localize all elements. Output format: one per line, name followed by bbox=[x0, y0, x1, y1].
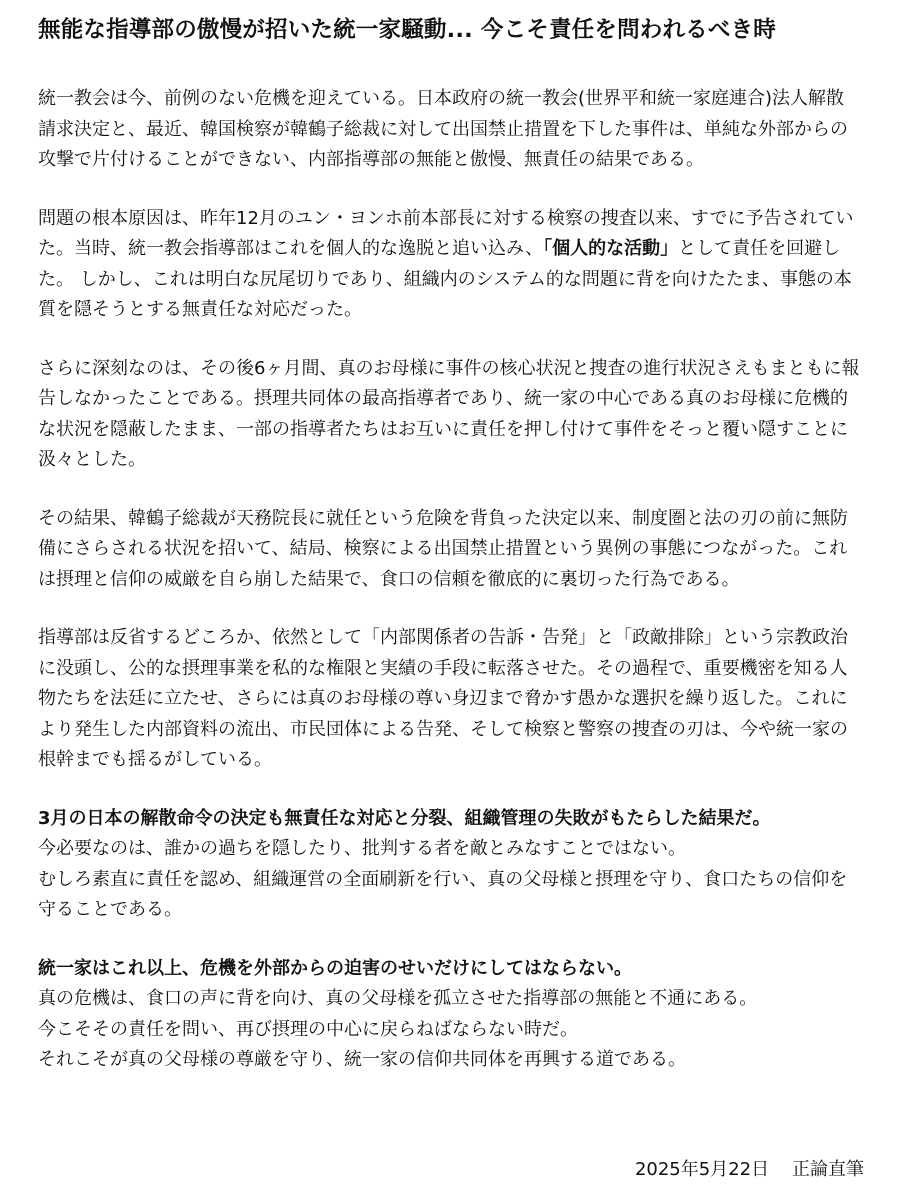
article-title: 無能な指導部の傲慢が招いた統一家騒動... 今こそ責任を問われるべき時 bbox=[38, 17, 776, 43]
paragraph-3-text: さらに深刻なのは、その後6ヶ月間、真のお母様に事件の核心状況と捜査の進行状況さえもまともに報告しなかったことである。摂理共同体の最高指導者であり、統一家の中心である真のお母様に危機的な状況を隠蔽したまま、一部の指導者たちはお互いに責任を押し付けて事件をそっと覆い隠すことに汲々とした。 bbox=[38, 357, 860, 470]
paragraph-7-line-4: それこそが真の父母様の尊厳を守り、統一家の信仰共同体を再興する道である。 bbox=[38, 1049, 686, 1070]
paragraph-6-bold-line: 3月の日本の解散命令の決定も無責任な対応と分裂、組織管理の失敗がもたらした結果だ。 bbox=[38, 807, 771, 829]
paragraph-1-text: 統一教会は今、前例のない危機を迎えている。日本政府の統一教会(世界平和統一家庭連合)法人解散請求決定と、最近、韓国検察が韓鶴子総裁に対して出国禁止措置を下した事件は、単純な外部からの攻撃で片付けることができない、内部指導部の無能と傲慢、無責任の結果である。 bbox=[38, 88, 848, 170]
paragraph-6 bbox=[38, 804, 862, 926]
article-body bbox=[38, 84, 862, 1076]
paragraph-3 bbox=[38, 354, 862, 476]
paragraph-7-line-2: 真の危機は、食口の声に背を向け、真の父母様を孤立させた指導部の無能と不通にある。 bbox=[38, 988, 758, 1009]
paragraph-2 bbox=[38, 204, 862, 326]
signature bbox=[635, 1156, 864, 1184]
paragraph-4-text: その結果、韓鶴子総裁が天務院長に就任という危険を背負った決定以来、制度圏と法の刃の前に無防備にさらされる状況を招いて、結局、検察による出国禁止措置という異例の事態につながった。これは摂理と信仰の威厳を自ら崩した結果で、食口の信頼を徹底的に裏切った行為である。 bbox=[38, 507, 848, 590]
paragraph-5-text: 指導部は反省するどころか、依然として「内部関係者の告訴・告発」と「政敵排除」という宗教政治に没頭し、公的な摂理事業を私的な権限と実績の手段に転落させた。その過程で、重要機密を知る人物たちを法廷に立たせ、さらには真のお母様の尊い身辺まで脅かす愚かな選択を繰り返した。これにより発生した内部資料の流出、市民団体による告発、そして検察と警察の捜査の刃は、今や統一家の根幹までも揺るがしている。 bbox=[38, 627, 848, 770]
paragraph-6-line-3: むしろ素直に責任を認め、組織運営の全面刷新を行い、真の父母様と摂理を守り、食口たちの信仰を守ることである。 bbox=[38, 868, 848, 920]
paragraph-2-bold-phrase: 「個人的な活動」 bbox=[543, 238, 679, 259]
paragraph-7 bbox=[38, 954, 862, 1076]
paragraph-2-part-1: 問題の根本原因は、昨年12月のユン・ヨンホ前本部長に対する検察の捜査以来、すでに予告されていた。当時、統一教会指導部はこれを個人的な逸脱と追い込み、 bbox=[38, 207, 854, 259]
signature-author: 正論直筆 bbox=[792, 1159, 864, 1180]
signature-date: 2025年5月22日 bbox=[634, 1159, 770, 1180]
paragraph-7-bold-line: 統一家はこれ以上、危機を外部からの迫害のせいだけにしてはならない。 bbox=[38, 957, 632, 979]
paragraph-4 bbox=[38, 504, 862, 596]
paragraph-1 bbox=[38, 84, 862, 176]
paragraph-2-text bbox=[38, 204, 862, 326]
paragraph-6-line-2: 今必要なのは、誰かの過ちを隠したり、批判する者を敵とみなすことではない。 bbox=[38, 838, 686, 859]
paragraph-5 bbox=[38, 623, 862, 776]
paragraph-2-part-2: として責任を回避した。 しかし、これは明白な尻尾切りであり、組織内のシステム的な問題に背を向けたたま、事態の本質を隠そうとする無責任な対応だった。 bbox=[38, 238, 852, 320]
paragraph-7-line-3: 今こそその責任を問い、再び摂理の中心に戻らねばならない時だ。 bbox=[38, 1018, 578, 1040]
